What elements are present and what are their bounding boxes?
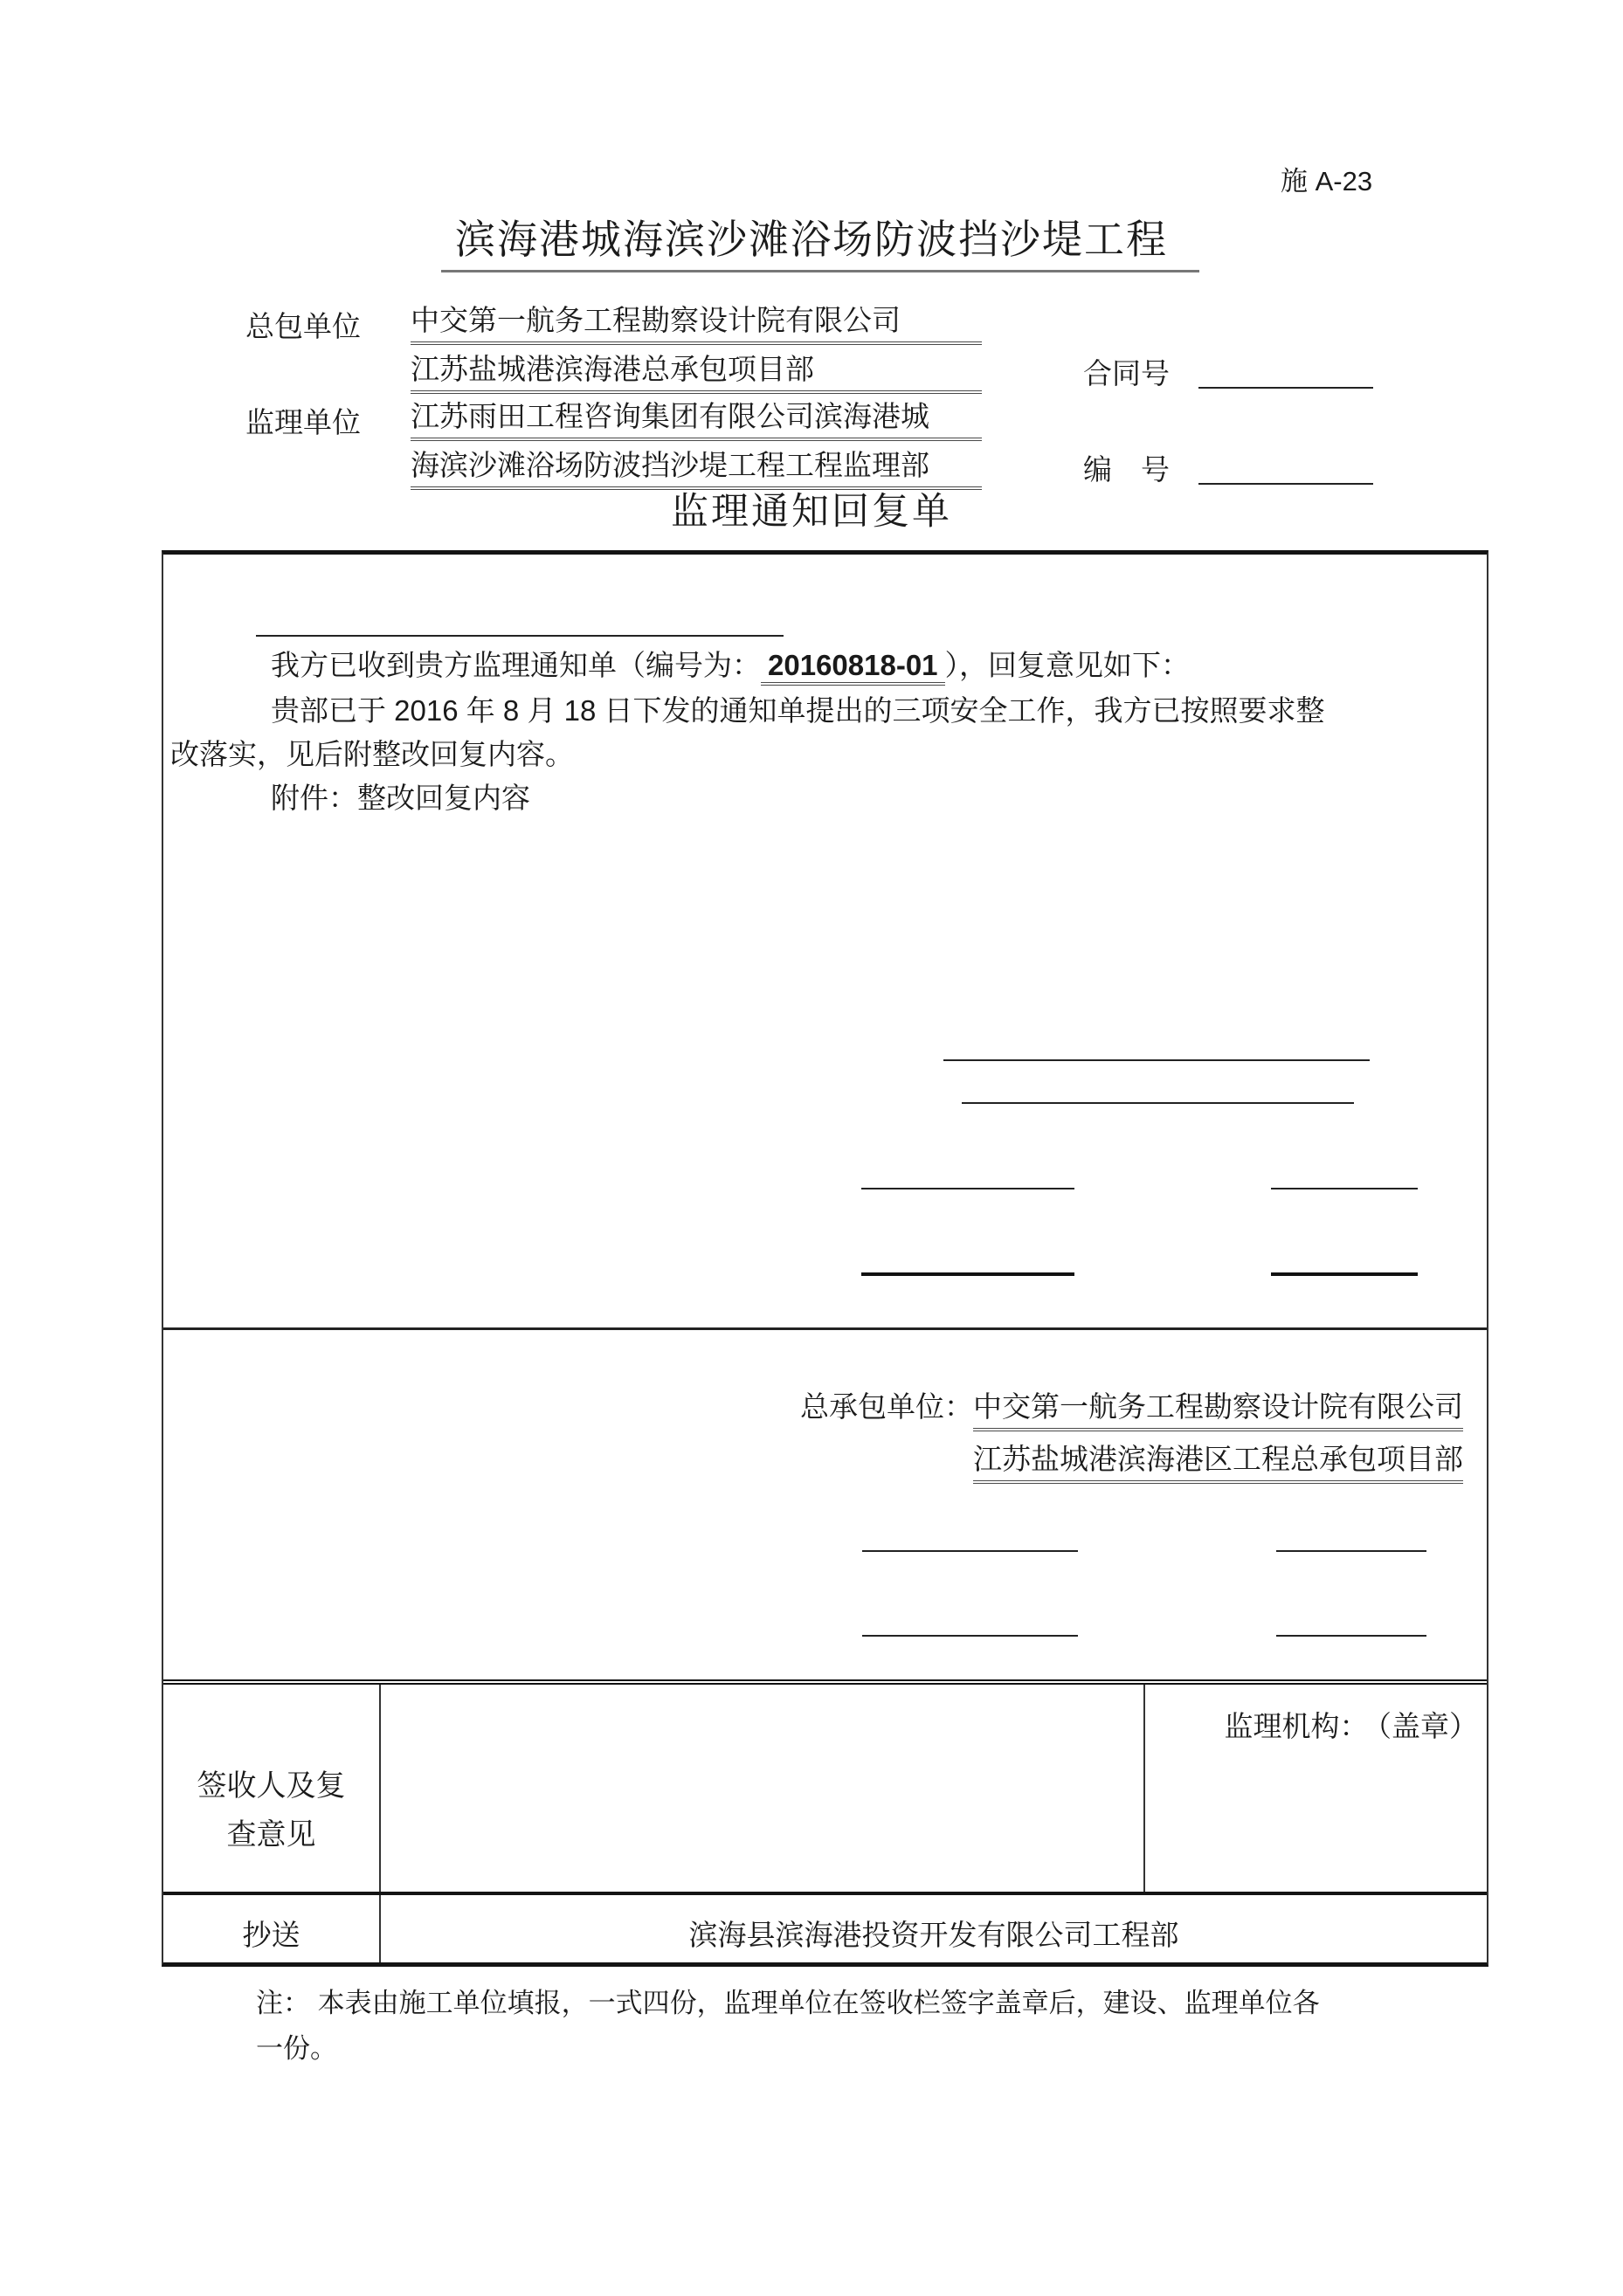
receipt-section bbox=[163, 1685, 1487, 1895]
contractor-sign-line-1 bbox=[800, 1384, 1463, 1431]
page-title: 滨海港城海滨沙滩浴场防波挡沙堤工程 bbox=[455, 217, 1168, 262]
copy-to-section bbox=[163, 1895, 1487, 1962]
title-underline bbox=[441, 270, 1199, 272]
doc-no-label: 编 号 bbox=[1083, 453, 1170, 486]
reply-section bbox=[163, 555, 1487, 1330]
supervisor-name-line1: 江苏雨田工程咨询集团有限公司滨海港城 bbox=[411, 394, 982, 441]
contractor-sign-company: 中交第一航务工程勘察设计院有限公司 bbox=[973, 1384, 1463, 1431]
form-table bbox=[162, 550, 1488, 1967]
copy-to-label: 抄送 bbox=[242, 1919, 300, 1951]
reply-line-4: 附件：整改回复内容 bbox=[271, 782, 530, 814]
form-code: 施 A-23 bbox=[1281, 166, 1373, 197]
contract-no-blank-line bbox=[1198, 387, 1373, 389]
footnote-line2: 一份。 bbox=[256, 2033, 337, 2064]
signature-line bbox=[862, 1550, 1078, 1552]
reply-line1-prefix: 我方已收到贵方监理通知单（编号为： bbox=[271, 649, 761, 681]
supervision-cell-divider bbox=[1143, 1685, 1145, 1892]
contractor-sign-dept: 江苏盐城港滨海港区工程总承包项目部 bbox=[973, 1437, 1463, 1484]
reply-line-2: 贵部已于 2016 年 8 月 18 日下发的通知单提出的三项安全工作，我方已按照要求整 bbox=[271, 694, 1325, 727]
supervision-org-cell bbox=[1225, 1704, 1479, 1745]
receipt-label-divider bbox=[379, 1685, 381, 1892]
seal-placeholder: （盖章） bbox=[1377, 1710, 1478, 1742]
contractor-sign-section bbox=[163, 1330, 1487, 1685]
contractor-label: 总包单位 bbox=[245, 310, 361, 342]
signature-line bbox=[861, 1188, 1074, 1189]
date-line bbox=[1276, 1635, 1426, 1637]
footnote-line1: 注： 本表由施工单位填报，一式四份，监理单位在签收栏签字盖章后，建设、监理单位各 bbox=[256, 1988, 1320, 2018]
supervisor-label: 监理单位 bbox=[245, 406, 361, 438]
reply-line-3: 改落实，见后附整改回复内容。 bbox=[170, 738, 574, 770]
contractor-name-line2: 江苏盐城港滨海港总承包项目部 bbox=[411, 347, 982, 394]
receipt-label-line2: 查意见 bbox=[226, 1818, 316, 1851]
date-line bbox=[1271, 1188, 1418, 1189]
receipt-label-line1: 签收人及复 bbox=[197, 1769, 346, 1803]
reply-line-1 bbox=[271, 643, 1190, 684]
date-line bbox=[1271, 1272, 1418, 1276]
signature-line bbox=[962, 1102, 1354, 1104]
signature-line bbox=[862, 1635, 1078, 1637]
supervision-org-label: 监理机构： bbox=[1224, 1710, 1369, 1742]
date-line bbox=[1276, 1550, 1426, 1552]
notice-number: 20160818-01 bbox=[761, 649, 945, 686]
form-subtitle: 监理通知回复单 bbox=[671, 491, 952, 533]
reply-line1-suffix: ），回复意见如下： bbox=[944, 649, 1191, 681]
recipient-blank-line bbox=[256, 635, 784, 637]
copy-to-value: 滨海县滨海港投资开发有限公司工程部 bbox=[688, 1919, 1179, 1951]
supervisor-name-line2: 海滨沙滩浴场防波挡沙堤工程工程监理部 bbox=[411, 443, 982, 490]
contractor-sign-label: 总承包单位： bbox=[800, 1390, 973, 1423]
contract-no-label: 合同号 bbox=[1083, 357, 1170, 390]
receipt-label bbox=[163, 1762, 379, 1859]
signature-line bbox=[861, 1272, 1074, 1276]
signature-line bbox=[943, 1059, 1370, 1061]
contractor-name-line1: 中交第一航务工程勘察设计院有限公司 bbox=[411, 298, 982, 345]
